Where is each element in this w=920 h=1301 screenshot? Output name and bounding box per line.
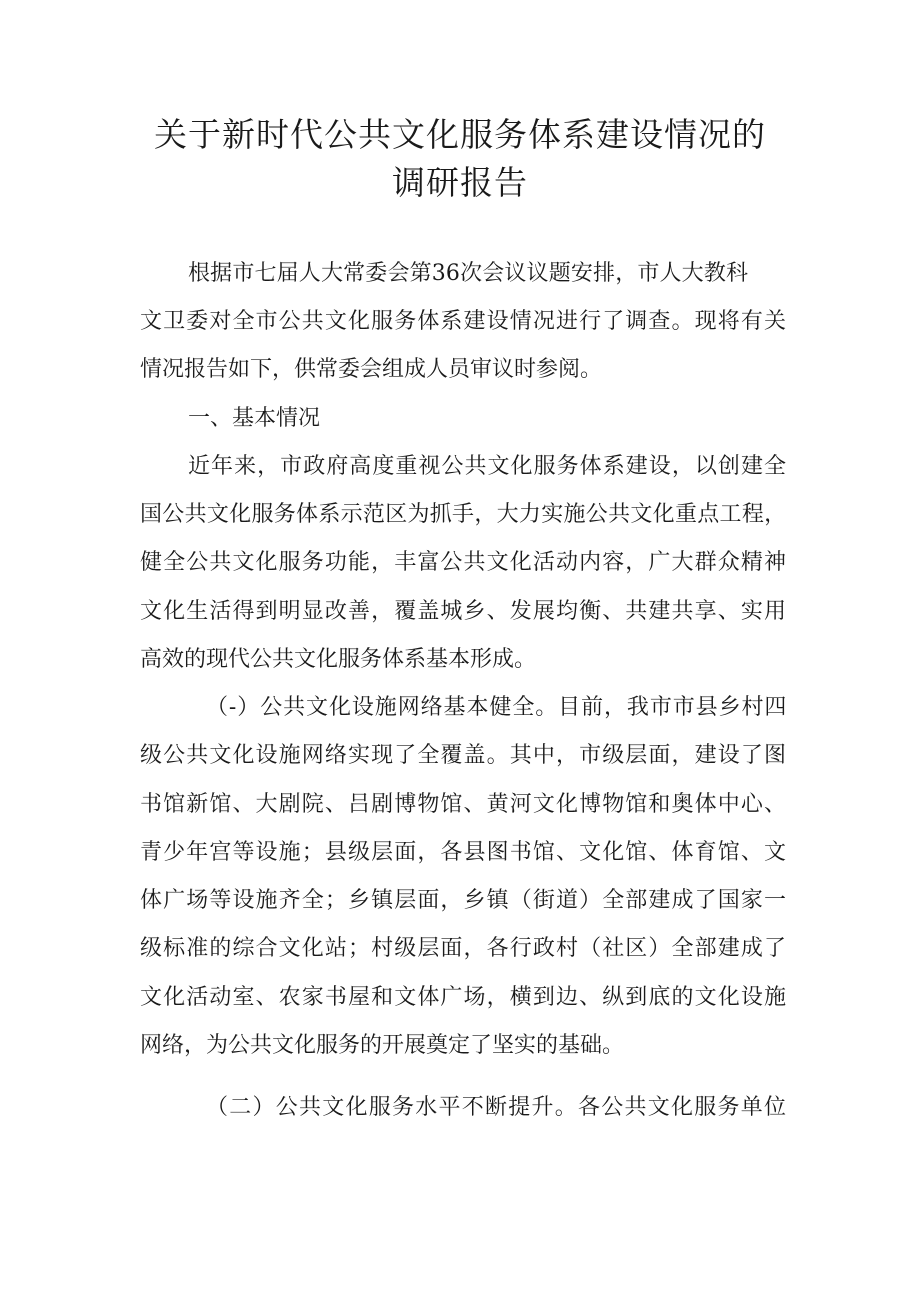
body-line: 体广场等设施齐全；乡镇层面，乡镇（街道）全部建成了国家一 (140, 888, 788, 913)
body-line: 情况报告如下，供常委会组成人员审议时参阅。 (140, 357, 603, 382)
body-line: 书馆新馆、大剧院、吕剧博物馆、黄河文化博物馆和奥体中心、 (140, 792, 788, 817)
body-line: 高效的现代公共文化服务体系基本形成。 (140, 647, 537, 672)
body-line: 青少年宫等设施；县级层面，各县图书馆、文化馆、体育馆、文 (140, 840, 788, 865)
body-line: 网络，为公共文化服务的开展奠定了坚实的基础。 (140, 1033, 625, 1058)
document-title-line-1: 关于新时代公共文化服务体系建设情况的 (154, 115, 766, 154)
body-line: 级公共文化设施网络实现了全覆盖。其中，市级层面，建设了图 (140, 743, 788, 768)
body-line: 健全公共文化服务功能，丰富公共文化活动内容，广大群众精神 (140, 550, 788, 575)
body-line: 国公共文化服务体系示范区为抓手，大力实施公共文化重点工程， (140, 502, 787, 527)
body-line: 文化活动室、农家书屋和文体广场，横到边、纵到底的文化设施 (140, 985, 788, 1010)
subsection-heading: （-）公共文化设施网络基本健全。目前，我市市县乡村四 (206, 695, 788, 720)
subsection-heading: （二）公共文化服务水平不断提升。各公共文化服务单位 (206, 1095, 788, 1120)
body-line: 根据市七届人大常委会第36次会议议题安排，市人大教科 (188, 261, 749, 286)
section-heading: 一、基本情况 (188, 406, 321, 431)
body-line: 级标准的综合文化站；村级层面，各行政村（社区）全部建成了 (140, 936, 788, 961)
document-title-line-2: 调研报告 (392, 163, 528, 202)
body-line: 文卫委对全市公共文化服务体系建设情况进行了调查。现将有关 (140, 309, 788, 334)
body-line: 文化生活得到明显改善，覆盖城乡、发展均衡、共建共享、实用 (140, 599, 788, 624)
body-line: 近年来，市政府高度重视公共文化服务体系建设，以创建全 (188, 454, 788, 479)
